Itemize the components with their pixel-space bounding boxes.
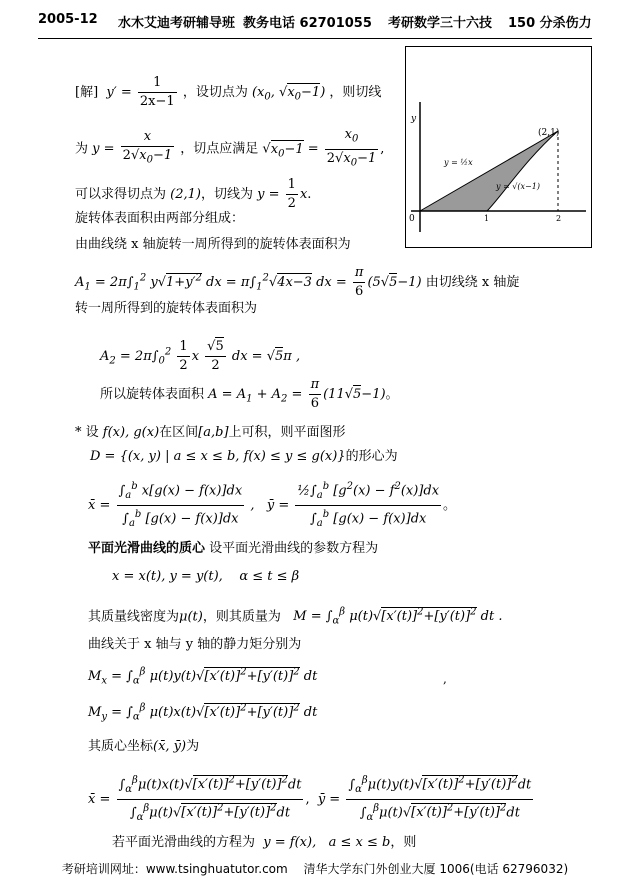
- centroid-intro: * 设 f(x), g(x)在区间[a,b]上可积，则平面图形: [75, 425, 346, 440]
- page-footer: [0, 860, 630, 877]
- region-definition: D = {(x, y) | a ≤ x ≤ b, f(x) ≤ y ≤ g(x)}的形心为: [90, 449, 398, 464]
- formula-a2: $A_2 = 2\pi\int_0^2$ $\frac{1}{2}$ x $\frac{√5}{2}$ dx = √5π ,: [100, 339, 301, 373]
- centroid-coords-line: 其质心坐标(x̄, ȳ)为: [88, 739, 200, 754]
- line-label: y = ½x: [444, 158, 473, 167]
- curve-heading: 平面光滑曲线的质心 设平面光滑曲线的参数方程为: [88, 541, 379, 556]
- point-label: (2,1): [538, 128, 560, 138]
- tick-1-label: 1: [484, 214, 490, 223]
- last-line: 若平面光滑曲线的方程为 y = f(x), a ≤ x ≤ b，则: [112, 835, 417, 850]
- header-rule: [38, 38, 592, 39]
- solution-tag: [解]: [75, 85, 99, 100]
- solution-line-5: 由曲线绕 x 轴旋转一周所得到的旋转体表面积为: [75, 237, 351, 252]
- parametric-equation: x = x(t), y = y(t), α ≤ t ≤ β: [112, 569, 300, 584]
- solution-line-3: 可以求得切点为 (2,1)，切线为 y = $\frac{1}{2}$ x.: [75, 177, 312, 211]
- header-phone: 教务电话 62701055: [243, 16, 372, 31]
- formula-a1: $A_1 = 2\pi\int_1^2$ $y√1+y'^2$ dx = $\pi\int_1^2√4x-3$ dx = $\frac{\pi}{6}$ (5√5−1) 由切线绕 x 轴旋: [75, 265, 520, 299]
- header-slogan: 150 分杀伤力: [508, 16, 592, 31]
- page-header: [38, 10, 592, 36]
- origin-label: 0: [409, 214, 415, 224]
- solution-line-7: 转一周所得到的旋转体表面积为: [75, 301, 258, 316]
- region-centroid-formula: x̄ = $\frac{\int_a^b x[g(x) - f(x)]dx}{\int_a^b [g(x) - f(x)]dx}$ , ȳ = $\frac{\frac{1}{2}\int_a^b [g^2(x) - f^2(x)]dx}{\int_a^b [g(x) - f(x)]dx}$ 。: [88, 478, 456, 533]
- footer-address: 清华大学东门外创业大厦 1006(电话 62796032): [303, 862, 569, 876]
- y-axis-label: y: [411, 114, 417, 124]
- formula-my: $M_y = \int_\alpha^\beta$ $\mu(t)x(t)√[x'(t)]^2+[y'(t)]^2$ dt: [88, 703, 318, 723]
- solution-line-2: 为 y = $\frac{x}{2√x_0-1}$ ，切点应满足 $√x_0-1$ = $\frac{x_0}{2√x_0-1}$ ,: [75, 127, 385, 169]
- header-book: 考研数学三十六技: [388, 16, 493, 31]
- header-date: 2005-12: [38, 12, 98, 27]
- curve-label: y = √(x−1): [496, 182, 540, 191]
- footer-site: 考研培训网址：www.tsinghuatutor.com: [61, 862, 288, 876]
- solution-line-4: 旋转体表面积由两部分组成：: [75, 211, 245, 226]
- header-institute: 水木艾迪考研辅导班: [118, 16, 236, 31]
- formula-mx: $M_x = \int_\alpha^\beta$ $\mu(t)y(t)√[x'(t)]^2+[y'(t)]^2$ dt: [88, 667, 318, 687]
- tangent-figure: [405, 46, 592, 248]
- solution-line-1: [解] y′ = $\frac{1}{2x-1}$ ，设切点为 ($x_0$, $√x_0-1$) ，则切线: [75, 75, 382, 109]
- curve-centroid-formula: x̄ = $\frac{\int_\alpha^\beta\mu(t)x(t)√[x'(t)]^2+[y'(t)]^2dt}{\int_\alpha^\beta\mu(t)√[x'(t)]^2+[y'(t)]^2dt}$ , ȳ = $\frac{\int_\alpha^\beta\mu(t)y(t)√[x'(t)]^2+[y'(t)]^2dt}{\int_\alpha^\beta\mu(t)√[x'(t)]^2+[y'(t)]^2dt}$: [88, 772, 535, 827]
- moments-intro: 曲线关于 x 轴与 y 轴的静力矩分别为: [88, 637, 302, 652]
- formula-total: 所以旋转体表面积 $A = A_1 + A_2$ = $\frac{\pi}{6}$ (11√5−1)。: [100, 377, 399, 411]
- mass-line: 其质量线密度为μ(t)，则其质量为 $M = \int_\alpha^\beta$ $\mu(t)√[x'(t)]^2+[y'(t)]^2$ dt .: [88, 607, 503, 627]
- tangent-figure-svg: [406, 47, 591, 247]
- tick-2-label: 2: [556, 214, 562, 223]
- stray-comma: ,: [443, 672, 447, 686]
